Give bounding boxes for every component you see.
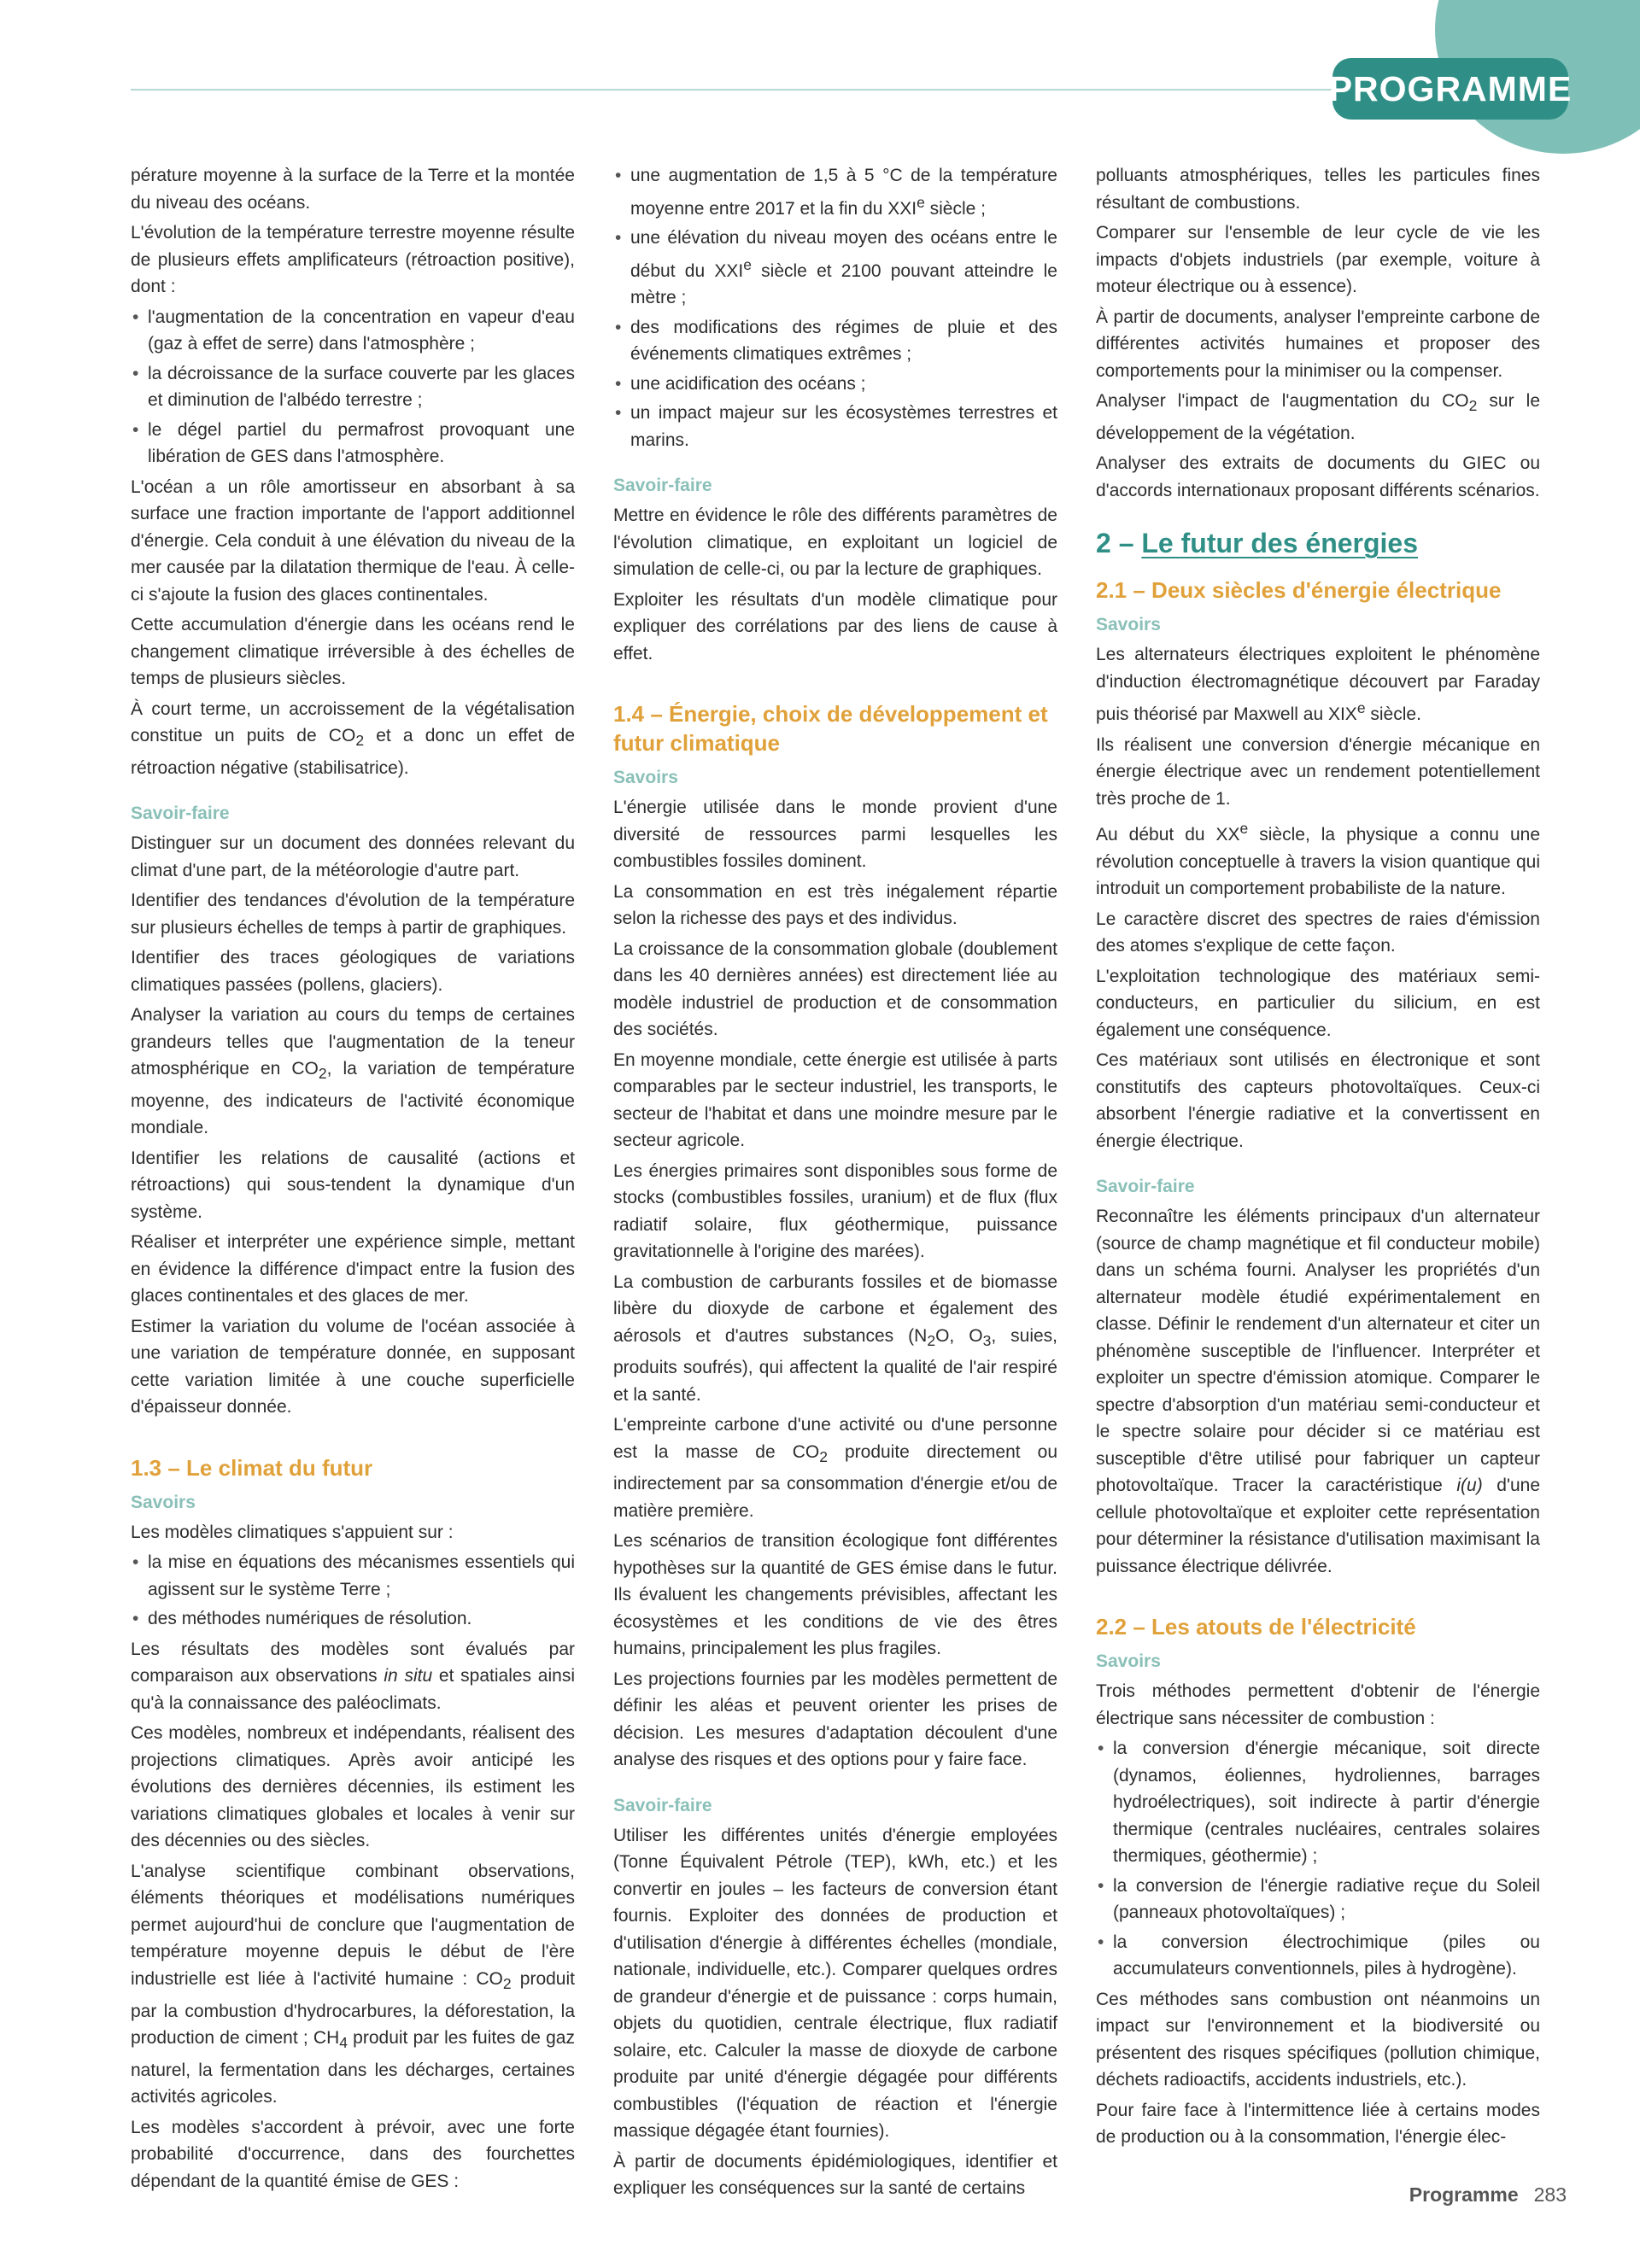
text: siècle. bbox=[1365, 704, 1421, 725]
text: produit par la combustion d'hydrocarbures, la déforestation, la production de ciment ; CH bbox=[131, 1968, 575, 2049]
paragraph: Ils réalisent une conversion d'énergie mécanique en énergie électrique avec un rendement potentiellement très proche de 1. bbox=[1096, 734, 1540, 809]
list-item: • une acidification des océans ; bbox=[613, 371, 1057, 398]
list-item: • la décroissance de la surface couverte par les glaces et diminution de l'albédo terrestre ; bbox=[131, 360, 575, 414]
superscript: e bbox=[917, 193, 925, 211]
text: une élévation du niveau moyen des océans entre le début du XXI bbox=[630, 228, 1057, 281]
paragraph bbox=[1096, 1203, 1540, 1580]
subscript: 4 bbox=[339, 2034, 348, 2052]
text: , suies, produits soufrés), qui affectent la qualité de l'air respiré et la santé. bbox=[613, 1325, 1058, 1405]
section-heading-2-1: 2.1 – Deux siècles d'énergie électrique bbox=[1096, 577, 1502, 604]
subscript: 3 bbox=[982, 1331, 992, 1349]
italic-text: i(u) bbox=[1456, 1476, 1483, 1496]
paragraph: Les énergies primaires sont disponibles sous forme de stocks (combustibles fossiles, uranium) et de flux (flux radiatif solaire, flux géothermique, puissance gravitationnelle à l'origine des marées). bbox=[613, 1160, 1057, 1261]
column-2 bbox=[613, 162, 1057, 2206]
paragraph bbox=[1096, 388, 1540, 447]
paragraph: L'océan a un rôle amortisseur en absorbant à sa surface une fraction importante de l'apport additionnel d'énergie. Cela conduit à une élévation du niveau de la mer causée par la dilatation thermique de l'eau. À celle-ci s'ajoute la fusion des glaces continentales. bbox=[131, 476, 575, 605]
text: Analyser la variation au cours du temps de certaines grandeurs telles que l'augmentation de la teneur atmosphérique en CO bbox=[131, 1005, 575, 1079]
paragraph bbox=[131, 1636, 575, 1717]
subscript: 2 bbox=[318, 1065, 327, 1083]
paragraph: La croissance de la consommation globale (doublement dans les 40 dernières années) est directement liée au modèle industriel de production et de consommation des sociétés. bbox=[613, 938, 1057, 1039]
paragraph: Trois méthodes permettent d'obtenir de l'énergie électrique sans nécessiter de combustion : bbox=[1096, 1681, 1540, 1728]
paragraph: Les modèles climatiques s'appuient sur : bbox=[131, 1522, 454, 1542]
text: sur le développement de la végétation. bbox=[1096, 391, 1540, 443]
text: une augmentation de 1,5 à 5 °C de la température moyenne entre 2017 et la fin du XXI bbox=[630, 166, 1057, 219]
bullet-list bbox=[1096, 1735, 1540, 1983]
subheading-savoirs: Savoirs bbox=[1096, 615, 1161, 635]
list-item: • la conversion d'énergie mécanique, soit directe (dynamos, éoliennes, hydroliennes, barrages hydroélectriques), soit indirecte à partir d'énergie thermique (centrales nucléaires, centrales solaires thermiques, géothermie) ; bbox=[1096, 1735, 1540, 1870]
text: produit par les fuites de gaz naturel, la fermentation dans les décharges, certaines activités agricoles. bbox=[131, 2028, 575, 2107]
chapter-heading-2 bbox=[1096, 526, 1540, 560]
section-heading-1-4: 1.4 – Énergie, choix de développement et futur climatique bbox=[613, 701, 1048, 756]
text: siècle ; bbox=[924, 198, 986, 219]
paragraph: Comparer sur l'ensemble de leur cycle de vie les impacts d'objets industriels (par exemple, voiture à moteur électrique ou à essence). bbox=[1096, 223, 1540, 296]
text: siècle et 2100 pouvant atteindre le mètre ; bbox=[630, 260, 1057, 307]
section-tab-label: PROGRAMME bbox=[1328, 68, 1573, 108]
text: Analyser l'impact de l'augmentation du CO bbox=[1096, 391, 1469, 411]
column-3 bbox=[1096, 162, 1540, 2154]
subheading-savoir-faire: Savoir-faire bbox=[1096, 1177, 1195, 1197]
column-1 bbox=[131, 162, 575, 2198]
list-item: • la mise en équations des mécanismes essentiels qui agissent sur le système Terre ; bbox=[131, 1549, 575, 1603]
subheading-savoir-faire: Savoir-faire bbox=[613, 1795, 712, 1815]
paragraph: En moyenne mondiale, cette énergie est utilisée à parts comparables par le secteur industriel, les transports, le secteur de l'habitat et dans une moindre mesure par le secteur agricole. bbox=[613, 1049, 1057, 1150]
paragraph: pérature moyenne à la surface de la Terre et la montée du niveau des océans. bbox=[131, 166, 575, 213]
text: À court terme, un accroissement de la végétalisation constitue un puits de CO bbox=[131, 699, 575, 745]
paragraph: L'exploitation technologique des matériaux semi-conducteurs, en particulier du silicium, en est également une conséquence. bbox=[1096, 966, 1540, 1040]
subscript: 2 bbox=[355, 732, 365, 750]
list-item: • la conversion électrochimique (piles ou accumulateurs conventionnels, piles à hydrogène). bbox=[1096, 1929, 1540, 1983]
paragraph: À partir de documents épidémiologiques, identifier et expliquer les conséquences sur la santé de certains bbox=[613, 2151, 1057, 2199]
subheading-savoirs: Savoirs bbox=[131, 1492, 196, 1512]
list-item: • des modifications des régimes de pluie et des événements climatiques extrêmes ; bbox=[613, 314, 1057, 368]
paragraph: À partir de documents, analyser l'empreinte carbone de différentes activités humaines et proposer des comportements pour la minimiser ou la compenser. bbox=[1096, 307, 1540, 381]
paragraph bbox=[613, 1269, 1057, 1409]
footer-label: Programme bbox=[1409, 2183, 1519, 2206]
paragraph: Estimer la variation du volume de l'océan associée à une variation de température donnée, en supposant cette variation limitée à une couche superficielle d'épaisseur donnée. bbox=[131, 1316, 575, 1418]
subheading-savoir-faire: Savoir-faire bbox=[613, 476, 712, 495]
subheading-savoirs: Savoirs bbox=[613, 768, 678, 787]
list-item: • des méthodes numériques de résolution. bbox=[131, 1605, 575, 1633]
paragraph: Le caractère discret des spectres de raies d'émission des atomes s'explique de cette façon. bbox=[1096, 909, 1540, 956]
paragraph: Exploiter les résultats d'un modèle climatique pour expliquer des corrélations par des liens de cause à effet. bbox=[613, 589, 1057, 663]
paragraph bbox=[1096, 641, 1540, 728]
list-item: • un impact majeur sur les écosystèmes terrestres et marins. bbox=[613, 400, 1057, 453]
paragraph: Ces matériaux sont utilisés en électronique et sont constitutifs des capteurs photovoltaïques. Ceux-ci absorbent l'énergie radiative et la convertissent en énergie électrique. bbox=[1096, 1050, 1540, 1151]
subscript: 2 bbox=[927, 1331, 936, 1349]
chapter-title: Le futur des énergies bbox=[1141, 528, 1419, 559]
text: et a donc un effet de rétroaction négative (stabilisatrice). bbox=[131, 726, 575, 778]
section-heading-2-2: 2.2 – Les atouts de l'électricité bbox=[1096, 1614, 1416, 1640]
paragraph: Réaliser et interpréter une expérience simple, mettant en évidence la différence d'impact entre la fusion des glaces continentales et des glaces de mer. bbox=[131, 1232, 575, 1306]
paragraph: Mettre en évidence le rôle des différents paramètres de l'évolution climatique, en exploitant un logiciel de simulation de celle-ci, ou par la lecture de graphiques. bbox=[613, 506, 1057, 579]
paragraph: Ces modèles, nombreux et indépendants, réalisent des projections climatiques. Après avoir anticipé les évolutions des dernières décennies, ils estiment les variations climatiques globales et locales à venir sur des décennies ou des siècles. bbox=[131, 1723, 575, 1851]
header-rule bbox=[131, 89, 1344, 91]
paragraph: Identifier des traces géologiques de variations climatiques passées (pollens, glaciers). bbox=[131, 948, 575, 995]
page-footer bbox=[1409, 2183, 1567, 2207]
list-item: • la conversion de l'énergie radiative reçue du Soleil (panneaux photovoltaïques) ; bbox=[1096, 1873, 1540, 1926]
paragraph: Identifier les relations de causalité (actions et rétroactions) qui sous-tendent la dynamique d'un système. bbox=[131, 1148, 575, 1222]
paragraph: Cette accumulation d'énergie dans les océans rend le changement climatique irréversible à des échelles de temps de plusieurs siècles. bbox=[131, 615, 575, 688]
paragraph: Analyser des extraits de documents du GIEC ou d'accords internationaux proposant différents scénarios. bbox=[1096, 453, 1540, 500]
subscript: 2 bbox=[819, 1447, 828, 1465]
text: Les alternateurs électriques exploitent le phénomène d'induction électromagnétique découvert par Faraday puis théorisé par Maxwell au XIX bbox=[1096, 645, 1540, 725]
text: L'analyse scientifique combinant observations, éléments théoriques et modélisations numériques permet aujourd'hui de conclure que l'augmentation de température moyenne depuis le début de l'ère industrielle est liée à l'activité humaine : CO bbox=[131, 1861, 575, 1989]
paragraph bbox=[131, 1002, 575, 1142]
bullet-list bbox=[131, 1549, 575, 1633]
list-item bbox=[613, 225, 1057, 312]
paragraph bbox=[131, 1858, 575, 2111]
text: siècle, la physique a connu une révolution conceptuelle à travers la vision quantique qui introduit un comportement probabiliste de la nature. bbox=[1096, 825, 1540, 899]
text: O, O bbox=[935, 1325, 983, 1346]
paragraph: Les projections fournies par les modèles permettent de définir les aléas et peuvent orienter les prises de décision. Les mesures d'adaptation découlent d'une analyse des risques et des options pour y faire face. bbox=[613, 1669, 1057, 1770]
list-item: • le dégel partiel du permafrost provoquant une libération de GES dans l'atmosphère. bbox=[131, 417, 575, 471]
text: La combustion de carburants fossiles et de biomasse libère du dioxyde de carbone et également des aérosols et d'autres substances (N bbox=[613, 1271, 1057, 1346]
text: et spatiales ainsi qu'à la connaissance des paléoclimats. bbox=[131, 1666, 575, 1713]
paragraph: Ces méthodes sans combustion ont néanmoins un impact sur l'environnement et la biodiversité ou présentent des risques spécifiques (pollution chimique, déchets radioactifs, accidents industriels, etc.). bbox=[1096, 1989, 1540, 2090]
paragraph: Les scénarios de transition écologique font différentes hypothèses sur la quantité de GES émise dans le futur. Ils évaluent les changements prévisibles, affectant les écosystèmes et les conditions de vie des êtres humains, principalement les plus fragiles. bbox=[613, 1531, 1057, 1659]
list-item: • l'augmentation de la concentration en vapeur d'eau (gaz à effet de serre) dans l'atmosphère ; bbox=[131, 304, 575, 358]
text: d'une cellule photovoltaïque et exploiter cette représentation pour déterminer la résistance d'utilisation maximisant la puissance électrique délivrée. bbox=[1096, 1476, 1541, 1576]
paragraph: Pour faire face à l'intermittence liée à certains modes de production ou à la consommation, l'énergie élec- bbox=[1096, 2100, 1540, 2148]
italic-text: in situ bbox=[384, 1666, 433, 1686]
text: Les résultats des modèles sont évalués par comparaison aux observations bbox=[131, 1639, 575, 1686]
paragraph: L'évolution de la température terrestre moyenne résulte de plusieurs effets amplificateurs (rétroaction positive), dont : bbox=[131, 223, 575, 296]
text: L'empreinte carbone d'une activité ou d'une personne est la masse de CO bbox=[613, 1415, 1057, 1462]
section-tab bbox=[1328, 58, 1573, 120]
list-item bbox=[613, 162, 1057, 222]
subscript: 2 bbox=[1468, 397, 1478, 415]
paragraph: polluants atmosphériques, telles les particules fines résultant de combustions. bbox=[1096, 166, 1540, 213]
paragraph bbox=[1096, 815, 1540, 903]
text: produite directement ou indirectement par sa consommation d'énergie et/ou de matière première. bbox=[613, 1441, 1058, 1521]
text: Au début du XX bbox=[1096, 825, 1240, 845]
paragraph: Identifier des tendances d'évolution de la température sur plusieurs échelles de temps à partir de graphiques. bbox=[131, 891, 575, 938]
superscript: e bbox=[743, 255, 752, 273]
bullet-list bbox=[131, 304, 575, 471]
paragraph: Distinguer sur un document des données relevant du climat d'une part, de la météorologie d'autre part. bbox=[131, 833, 575, 880]
paragraph: L'énergie utilisée dans le monde provient d'une diversité de ressources parmi lesquelles les combustibles fossiles dominent. bbox=[613, 798, 1057, 871]
section-heading-1-3: 1.3 – Le climat du futur bbox=[131, 1454, 373, 1481]
paragraph bbox=[613, 1412, 1057, 1524]
bullet-list bbox=[613, 162, 1057, 453]
subheading-savoir-faire: Savoir-faire bbox=[131, 804, 230, 824]
superscript: e bbox=[1239, 820, 1249, 838]
text: Reconnaître les éléments principaux d'un alternateur (source de champ magnétique et fil conducteur mobile) dans un schéma fourni. Analyser les propriétés d'un alternateur modèle étudié expérimentalement en classe. Définir le rendement d'un alternateur et citer un phénomène susceptible de l'influencer. Interpréter et exploiter un spectre d'émission atomique. Comparer le spectre d'absorption d'un matériau semi-conducteur et le spectre solaire pour décider si ce matériau est susceptible d'être utilisé pour fabriquer un capteur photovoltaïque. Tracer la caractéristique bbox=[1096, 1207, 1540, 1496]
paragraph bbox=[131, 696, 575, 782]
page-number: 283 bbox=[1533, 2183, 1567, 2206]
text: , la variation de température moyenne, des indicateurs de l'activité économique mondiale. bbox=[131, 1059, 575, 1138]
chapter-number: 2 – bbox=[1096, 528, 1134, 559]
subscript: 2 bbox=[502, 1975, 512, 1993]
paragraph: La consommation en est très inégalement répartie selon la richesse des pays et des individus. bbox=[613, 881, 1057, 928]
subheading-savoirs: Savoirs bbox=[1096, 1651, 1161, 1672]
paragraph: Les modèles s'accordent à prévoir, avec une forte probabilité d'occurrence, dans des fourchettes dépendant de la quantité émise de GES : bbox=[131, 2117, 575, 2191]
superscript: e bbox=[1356, 699, 1366, 717]
paragraph: Utiliser les différentes unités d'énergie employées (Tonne Équivalent Pétrole (TEP), kWh, etc.) et les convertir en joules – les facteurs de conversion étant fournis. Exploiter des données de production et d'utilisation d'énergie à différentes échelles (mondiale, nationale, individuelle, etc.). Comparer quelques ordres de grandeur d'énergie et de puissance : corps humain, objets du quotidien, centrale électrique, flux radiatif solaire, etc. Calculer la masse de dioxyde de carbone produite par unité d'énergie dégagée pour différents combustibles (l'équation de réaction et l'énergie massique dégagée étant fournies). bbox=[613, 1825, 1057, 2142]
